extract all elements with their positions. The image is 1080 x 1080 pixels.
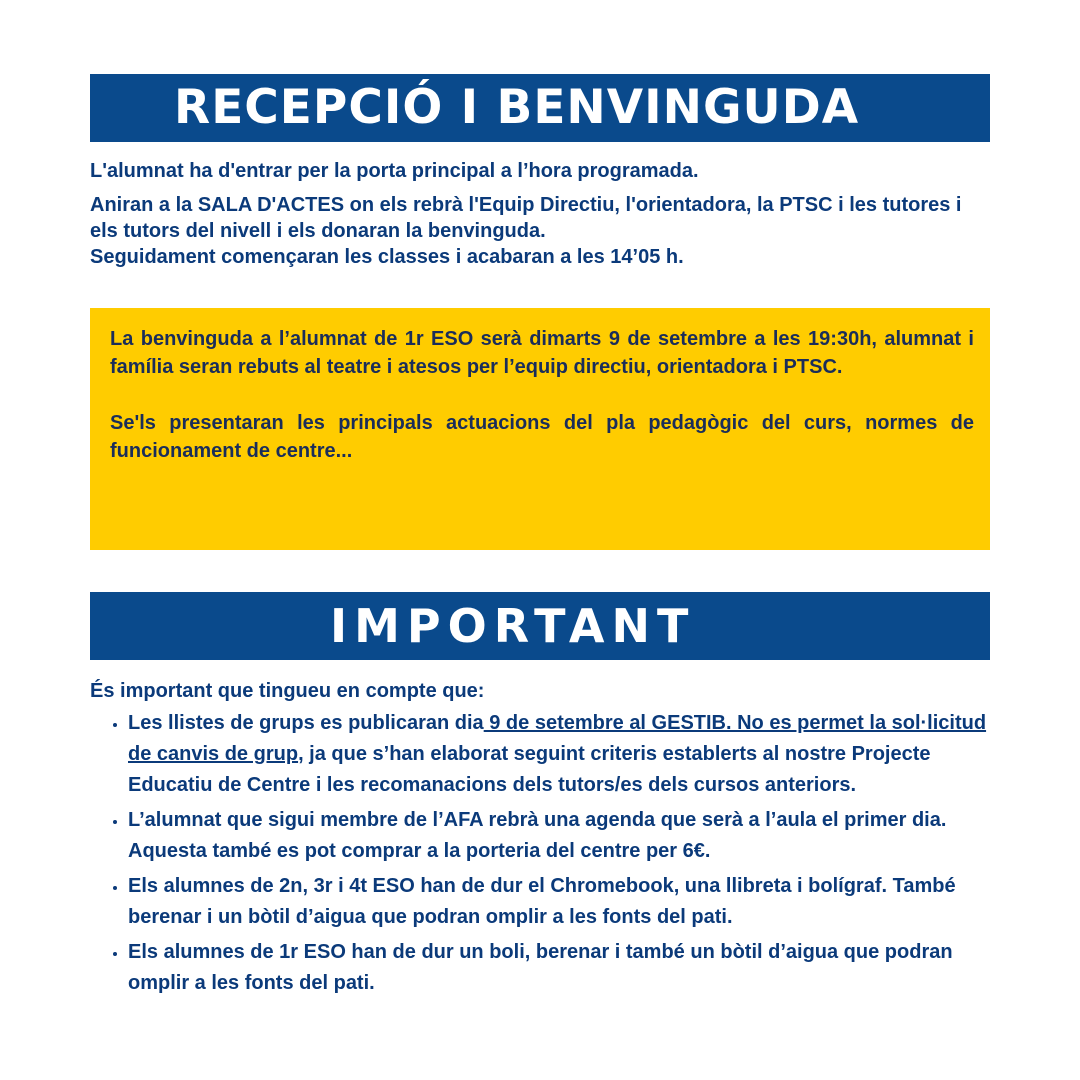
- reception-banner: [90, 74, 990, 142]
- intro-line-assembly: Aniran a la SALA D'ACTES on els rebrà l'Equip Directiu, l'orientadora, la PTSC i les tutores i els tutors del nivell i els donaran la benvinguda.: [90, 194, 962, 242]
- list-item: [128, 708, 990, 801]
- gestib-link[interactable]: 9 de setembre al GESTIB. No es permet la sol·licitud de canvis de grup: [128, 712, 987, 765]
- reception-title: RECEPCIÓ I BENVINGUDA: [174, 80, 860, 135]
- list-item: • L’alumnat que sigui membre de l’AFA rebrà una agenda que serà a l’aula el primer dia. Aquesta també es pot comprar a la porteria del centre per 6€.: [128, 805, 990, 867]
- intro-line-entry: L'alumnat ha d'entrar per la porta principal a l’hora programada.: [90, 160, 699, 182]
- reception-intro: [90, 158, 990, 270]
- important-lead: És important que tingueu en compte que:: [90, 680, 485, 702]
- important-section: [90, 676, 990, 1003]
- intro-line-classes: Seguidament començaran les classes i acabaran a les 14’05 h.: [90, 246, 684, 268]
- important-banner: [90, 592, 990, 660]
- list-item: • Els alumnes de 1r ESO han de dur un boli, berenar i també un bòtil d’aigua que podran omplir a les fonts del pati.: [128, 937, 990, 999]
- list-item: • Els alumnes de 2n, 3r i 4t ESO han de dur el Chromebook, una llibreta i bolígraf. També berenar i un bòtil d’aigua que podran omplir a les fonts del pati.: [128, 871, 990, 933]
- item-text: , ja que s’han elaborat seguint criteris establerts al nostre Projecte Educatiu de Centre i les recomanacions dels tutors/es dels cursos anteriors.: [128, 743, 931, 796]
- notice-paragraph-presentation: Se'ls presentaran les principals actuacions del pla pedagògic del curs, normes de funcionament de centre...: [110, 412, 974, 462]
- important-list: [90, 708, 990, 999]
- item-text: Les llistes de grups es publicaran dia: [128, 712, 484, 734]
- notice-paragraph-date: La benvinguda a l’alumnat de 1r ESO serà dimarts 9 de setembre a les 19:30h, alumnat i família seran rebuts al teatre i atesos per l’equip directiu, orientadora i PTSC.: [110, 328, 974, 378]
- important-title: IMPORTANT: [330, 599, 696, 653]
- welcome-notice-box: [90, 308, 990, 550]
